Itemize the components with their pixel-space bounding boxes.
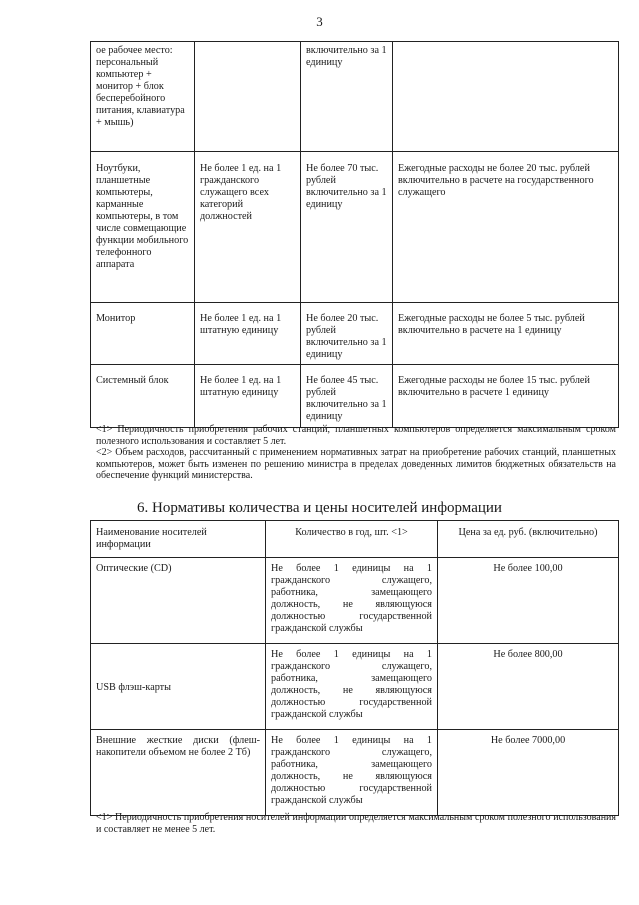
table-row: [91, 365, 619, 428]
footnotes-media: [96, 812, 616, 835]
header-price: Цена за ед. руб. (включительно): [438, 521, 619, 558]
table-row: [91, 558, 619, 644]
cell-name: Монитор: [91, 303, 195, 365]
cell-quantity: Не более 1 единицы на 1 гражданского служащего, работника, замещающего должность, не являющуюся должностью государственной гражданской службы: [266, 558, 438, 644]
cell-name: Внешние жесткие диски (флеш-накопители объемом не более 2 Тб): [91, 730, 266, 816]
page-number: 3: [316, 14, 323, 29]
header-name: Наименование носителей информации: [91, 521, 266, 558]
table-row: [91, 730, 619, 816]
cell-quantity: Не более 1 ед. на 1 штатную единицу: [195, 303, 301, 365]
footnote: <1> Периодичность приобретения рабочих станций, планшетных компьютеров определяется максимальным сроком полезного использования и составляет 5 лет.: [96, 424, 616, 447]
table-row: [91, 303, 619, 365]
table-row: [91, 42, 619, 152]
workstations-table: [90, 41, 619, 428]
media-table: [90, 520, 619, 816]
footnote: <2> Объем расходов, рассчитанный с применением нормативных затрат на приобретение рабочих станций, планшетных компьютеров, может быть изменен по решению министра в пределах доведенных лимитов бюджетных обязательств на обеспечение функций министерства.: [96, 447, 616, 482]
cell-price: Не более 20 тыс. рублей включительно за 1 единицу: [301, 303, 393, 365]
cell-quantity: Не более 1 ед. на 1 штатную единицу: [195, 365, 301, 428]
cell-name: Ноутбуки, планшетные компьютеры, карманные компьютеры, в том числе совмещающие функции мобильного телефонного аппарата: [91, 152, 195, 303]
cell-quantity: Не более 1 единицы на 1 гражданского служащего, работника, замещающего должность, не являющуюся должностью государственной гражданской службы: [266, 644, 438, 730]
cell-name: USB флэш-карты: [91, 644, 266, 730]
cell-price: включительно за 1 единицу: [301, 42, 393, 152]
footnote: <1> Периодичность приобретения носителей информации определяется максимальным сроком полезного использования и составляет не менее 5 лет.: [96, 812, 616, 835]
section-title: 6. Нормативы количества и цены носителей информации: [137, 500, 502, 516]
cell-price: Не более 45 тыс. рублей включительно за 1 единицу: [301, 365, 393, 428]
cell-quantity: Не более 1 ед. на 1 гражданского служащего всех категорий должностей: [195, 152, 301, 303]
cell-price: Не более 7000,00: [438, 730, 619, 816]
cell-price: Не более 100,00: [438, 558, 619, 644]
cell-name: ое рабочее место: персональный компьютер + монитор + блок бесперебойного питания, клавиатура + мышь): [91, 42, 195, 152]
cell-note: Ежегодные расходы не более 5 тыс. рублей включительно в расчете на 1 единицу: [393, 303, 619, 365]
cell-quantity: [195, 42, 301, 152]
cell-name: Системный блок: [91, 365, 195, 428]
cell-note: Ежегодные расходы не более 15 тыс. рублей включительно в расчете 1 единицу: [393, 365, 619, 428]
cell-price: Не более 800,00: [438, 644, 619, 730]
table-header-row: [91, 521, 619, 558]
table-row: [91, 644, 619, 730]
cell-price: Не более 70 тыс. рублей включительно за 1 единицу: [301, 152, 393, 303]
table-row: [91, 152, 619, 303]
cell-note: [393, 42, 619, 152]
footnotes-workstations: [96, 424, 616, 482]
cell-note: Ежегодные расходы не более 20 тыс. рублей включительно в расчете на государственного служащего: [393, 152, 619, 303]
cell-quantity: Не более 1 единицы на 1 гражданского служащего, работника, замещающего должность, не являющуюся должностью государственной гражданской службы: [266, 730, 438, 816]
header-quantity: Количество в год, шт. <1>: [266, 521, 438, 558]
cell-name: Оптические (CD): [91, 558, 266, 644]
